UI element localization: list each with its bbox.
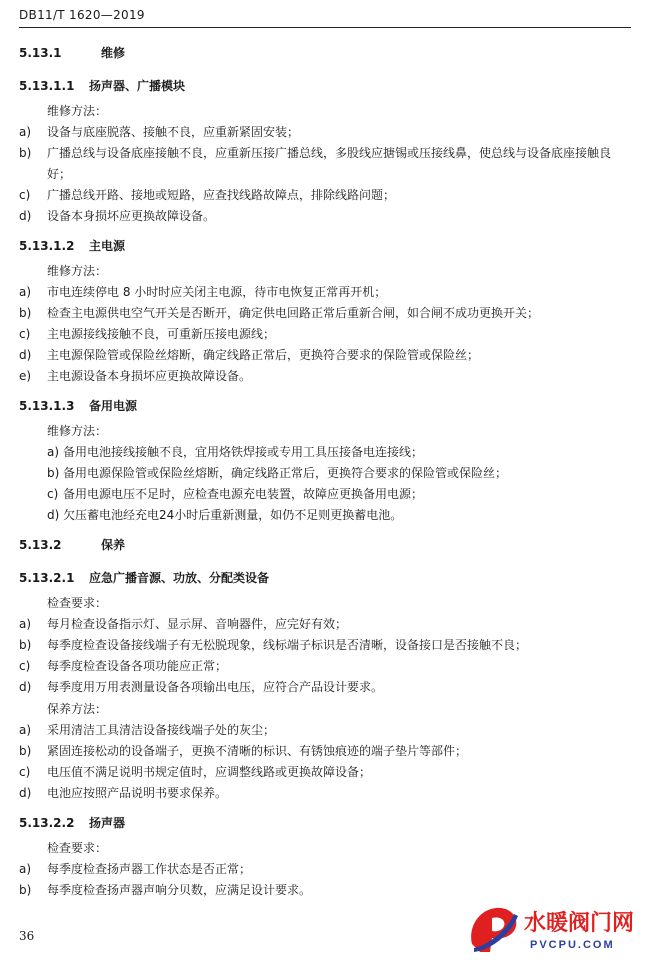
item-text: 备用电池接线接触不良，宜用烙铁焊接或专用工具压接备电连接线； [63,445,424,459]
section-number: 5.13.2 [19,538,62,552]
standard-id: DB11/T 1620—2019 [19,8,145,22]
item-text: 备用电源保险管或保险丝熔断，确定线路正常后，更换符合要求的保险管或保险丝； [63,466,508,480]
item-label: c) [47,487,59,501]
item-label: e) [19,369,32,383]
method-intro: 维修方法： [47,104,108,118]
item-text: 主电源设备本身损坏应更换故障设备。 [47,369,252,383]
subsection-number: 5.13.1.1 [19,79,75,93]
item-text: 每季度检查扬声器声响分贝数，应满足设计要求。 [47,883,312,897]
item-label: d) [19,680,32,694]
item-text: 每季度检查设备各项功能应正常； [47,659,228,673]
item-text: 采用清洁工具清洁设备接线端子处的灰尘； [47,723,276,737]
item-text: 紧固连接松动的设备端子，更换不清晰的标识、有锈蚀痕迹的端子垫片等部件； [47,744,468,758]
section-number: 5.13.1 [19,46,62,60]
item-text: 电压值不满足说明书规定值时，应调整线路或更换故障设备； [47,765,372,779]
item-text: 主电源保险管或保险丝熔断，确定线路正常后，更换符合要求的保险管或保险丝； [47,348,480,362]
item-text: 每季度检查扬声器工作状态是否正常； [47,862,252,876]
watermark-logo [466,902,642,958]
item-label: a) [19,285,32,299]
item-text: 检查主电源供电空气开关是否断开，确定供电回路正常后重新合闸，如合闸不成功更换开关； [47,306,540,320]
list-item [19,783,631,804]
list-item [19,677,631,698]
list-item [19,656,631,677]
list-item [19,442,631,463]
subsection-heading [19,393,631,420]
list-item [19,345,631,366]
item-text: 电池应按照产品说明书要求保养。 [47,786,228,800]
subsection-title: 应急广播音源、功放、分配类设备 [89,571,270,585]
watermark-text: 水暖阀门网 [524,910,635,935]
method-intro: 维修方法： [47,424,108,438]
list-item [19,635,631,656]
item-text: 市电连续停电 8 小时时应关闭主电源，待市电恢复正常再开机； [47,285,387,299]
item-text: 备用电源电压不足时，应检查电源充电装置，故障应更换备用电源； [63,487,424,501]
section-heading [19,40,631,67]
watermark-logo-svg [466,902,642,958]
item-text: 每季度用万用表测量设备各项输出电压，应符合产品设计要求。 [47,680,384,694]
item-label: b) [19,744,32,758]
item-label: d) [19,786,32,800]
document-body [19,38,631,901]
list-item [19,324,631,345]
requirement-intro: 检查要求： [47,841,108,855]
list-item [19,741,631,762]
item-text: 广播总线与设备底座接触不良，应重新压接广播总线，多股线应搪锡或压接线鼻，使总线与设备底座接触良好； [47,146,612,181]
subsection-number: 5.13.1.3 [19,399,75,413]
list-item [19,614,631,635]
item-label: c) [19,327,31,341]
item-label: b) [19,306,32,320]
section-title: 保养 [101,538,126,552]
list-item [19,484,631,505]
item-label: d) [19,348,32,362]
list-item [19,122,631,143]
list-item [19,859,631,880]
item-label: b) [19,883,32,897]
item-text: 每季度检查设备接线端子有无松脱现象，线标端子标识是否清晰，设备接口是否接触不良； [47,638,528,652]
item-label: d) [19,209,32,223]
list-item [19,185,631,206]
item-label: c) [19,188,31,202]
item-text: 主电源接线接触不良，可重新压接电源线； [47,327,276,341]
item-text: 广播总线开路、接地或短路，应查找线路故障点，排除线路问题； [47,188,396,202]
item-label: b) [47,466,60,480]
item-label: b) [19,146,32,160]
list-item [19,282,631,303]
watermark-url: PVCPU.COM [530,939,615,951]
item-label: a) [19,125,32,139]
item-label: a) [19,862,32,876]
item-label: a) [47,445,60,459]
item-text: 欠压蓄电池经充电24小时后重新测量，如仍不足则更换蓄电池。 [63,508,403,522]
subsection-title: 扬声器 [89,816,126,830]
item-label: a) [19,723,32,737]
item-label: c) [19,659,31,673]
pv-emblem-icon [471,908,518,952]
list-item [19,720,631,741]
subsection-heading [19,810,631,837]
subsection-title: 主电源 [89,239,126,253]
method-intro: 维修方法： [47,264,108,278]
section-title: 维修 [101,46,126,60]
item-label: d) [47,508,60,522]
item-text: 设备本身损坏应更换故障设备。 [47,209,216,223]
subsection-heading [19,233,631,260]
maintenance-intro: 保养方法： [47,702,108,716]
subsection-heading [19,73,631,100]
requirement-intro: 检查要求： [47,596,108,610]
list-item [19,463,631,484]
list-item [19,143,631,185]
list-item [19,880,631,901]
subsection-title: 扬声器、广播模块 [89,79,186,93]
list-item [19,762,631,783]
header-rule [19,27,631,28]
list-item [19,505,631,526]
subsection-title: 备用电源 [89,399,138,413]
section-heading [19,532,631,559]
subsection-number: 5.13.2.1 [19,571,75,585]
item-label: c) [19,765,31,779]
item-label: a) [19,617,32,631]
item-text: 每月检查设备指示灯、显示屏、音响器件，应完好有效； [47,617,348,631]
subsection-heading [19,565,631,592]
list-item [19,366,631,387]
subsection-number: 5.13.2.2 [19,816,75,830]
item-label: b) [19,638,32,652]
list-item [19,303,631,324]
item-text: 设备与底座脱落、接触不良，应重新紧固安装； [47,125,300,139]
list-item [19,206,631,227]
page-number: 36 [19,929,35,943]
subsection-number: 5.13.1.2 [19,239,75,253]
